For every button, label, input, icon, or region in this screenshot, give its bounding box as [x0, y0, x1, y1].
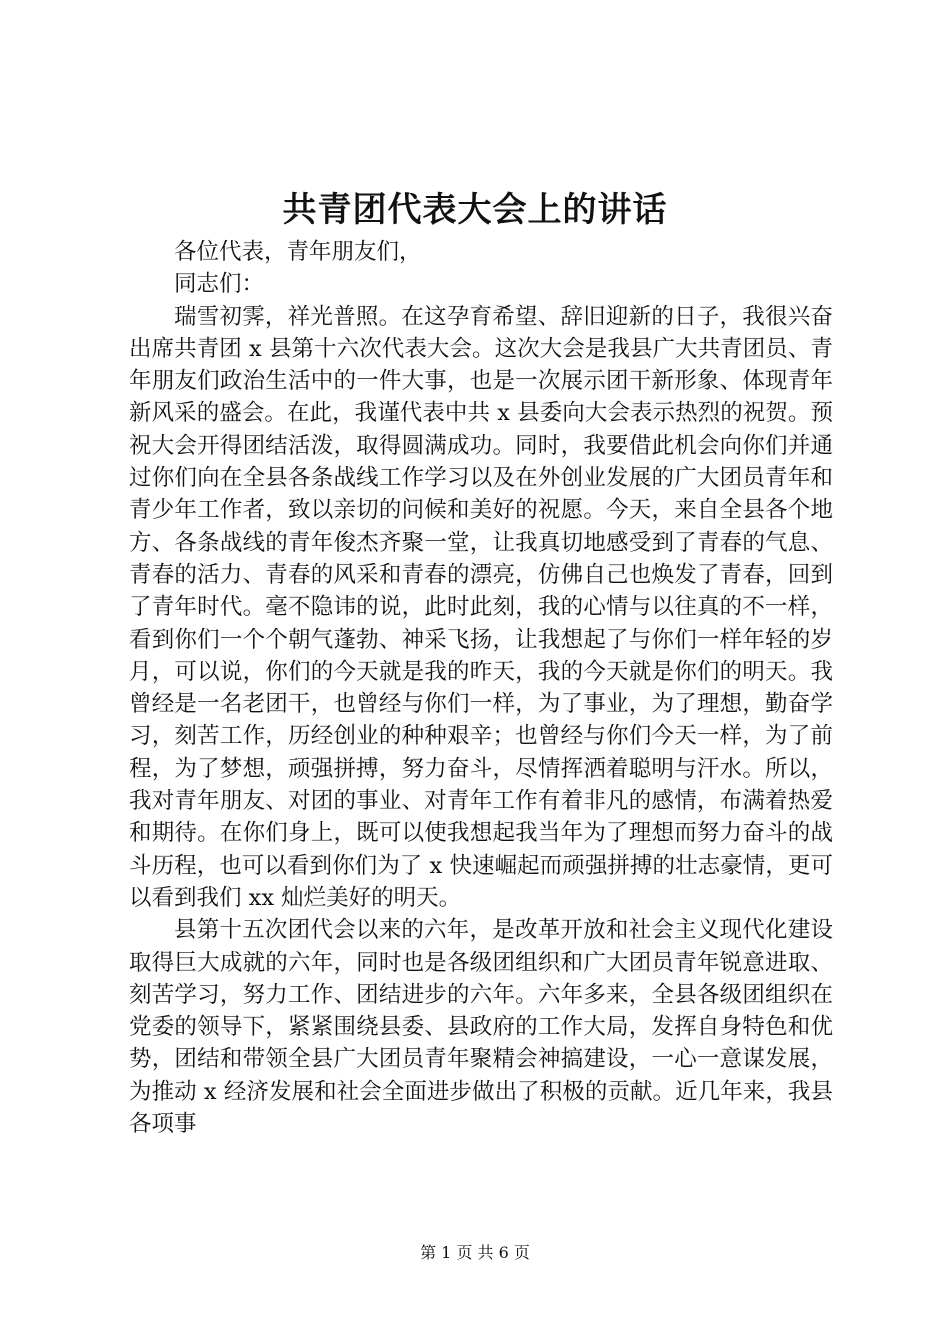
document-body [129, 236, 833, 1140]
salutation-line: 同志们： [174, 271, 265, 298]
body-paragraph: 县第十五次团代会以来的六年，是改革开放和社会主义现代化建设取得巨大成就的六年，同时也是各级团组织和广大团员青年锐意进取、刻苦学习，努力工作、团结进步的六年。六年多来，全县各级团组织在党委的领导下，紧紧围绕县委、县政府的工作大局，发挥自身特色和优势，团结和带领全县广大团员青年聚精会神搞建设，一心一意谋发展，为推动 x 经济发展和社会全面进步做出了积极的贡献。近几年来，我县各项事 [129, 917, 833, 1138]
page-footer: 第 1 页 共 6 页 [420, 1243, 530, 1262]
document-title: 共青团代表大会上的讲话 [282, 190, 668, 230]
body-paragraph: 瑞雪初霁，祥光普照。在这孕育希望、辞旧迎新的日子，我很兴奋出席共青团 x 县第十六次代表大会。这次大会是我县广大共青团员、青年朋友们政治生活中的一件大事，也是一次展示团干新形象、体现青年新风采的盛会。在此，我谨代表中共 x 县委向大会表示热烈的祝贺。预祝大会开得团结活泼，取得圆满成功。同时，我要借此机会向你们并通过你们向在全县各条战线工作学习以及在外创业发展的广大团员青年和青少年工作者，致以亲切的问候和美好的祝愿。今天，来自全县各个地方、各条战线的青年俊杰齐聚一堂，让我真切地感受到了青春的气息、青春的活力、青春的风采和青春的漂亮，仿佛自己也焕发了青春，回到了青年时代。毫不隐讳的说，此时此刻，我的心情与以往真的不一样，看到你们一个个朝气蓬勃、神采飞扬，让我想起了与你们一样年轻的岁月，可以说，你们的今天就是我的昨天，我的今天就是你们的明天。我曾经是一名老团干，也曾经与你们一样，为了事业，为了理想，勤奋学习，刻苦工作，历经创业的种种艰辛；也曾经与你们今天一样，为了前程，为了梦想，顽强拼搏，努力奋斗，尽情挥洒着聪明与汗水。所以，我对青年朋友、对团的事业、对青年工作有着非凡的感情，布满着热爱和期待。在你们身上，既可以使我想起我当年为了理想而努力奋斗的战斗历程，也可以看到你们为了 x 快速崛起而顽强拼搏的壮志豪情，更可以看到我们 xx 灿烂美好的明天。 [129, 303, 833, 911]
salutation-line: 各位代表，青年朋友们， [174, 239, 422, 265]
